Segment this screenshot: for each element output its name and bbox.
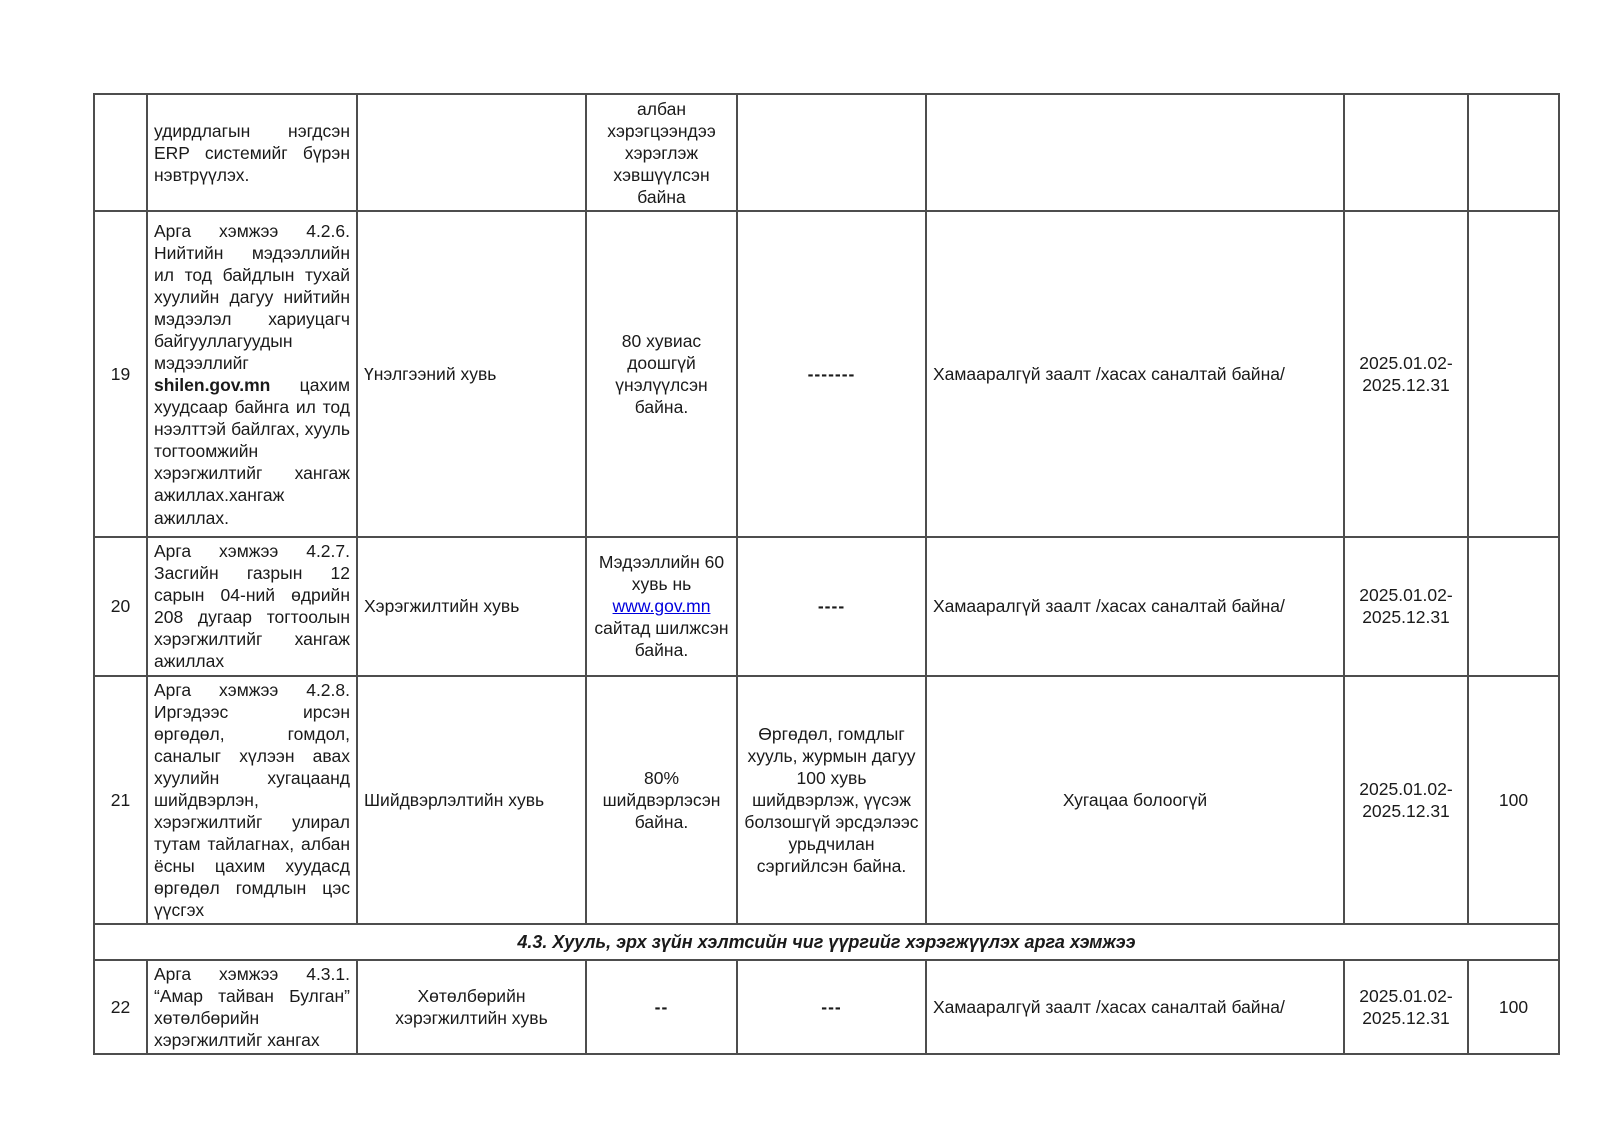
carryover-indicator-cell xyxy=(357,94,586,211)
row-19-activity-text: Арга хэмжээ 4.2.6. Нийтийн мэдээллийн ил тод байдлын тухай хуулийн дагуу нийтийн мэдээлэл хариуцагч байгууллагуудын мэдээллийг xyxy=(154,220,350,374)
row-21-indicator-cell: Шийдвэрлэлтийн хувь xyxy=(357,676,586,925)
section-header-text: 4.3. Хууль, эрх зүйн хэлтсийн чиг үүргийг хэрэгжүүлэх арга хэмжээ xyxy=(94,924,1559,960)
row-20-activity-cell: Арга хэмжээ 4.2.7. Засгийн газрын 12 сарын 04-ний өдрийн 208 дугаар тогтоолын хэрэгжилтийг хангаж ажиллах xyxy=(147,537,357,675)
row-19-activity-text-cont: цахим хуудсаар байнга ил тод нээлттэй байлгах, хууль тогтоомжийн хэрэгжилтийг хангаж ажиллах.хангаж ажиллах. xyxy=(154,375,350,528)
row-19-period-cell: 2025.01.02-2025.12.31 xyxy=(1344,211,1468,537)
row-22-target-cell: -- xyxy=(586,960,737,1054)
row-22-result-cell: --- xyxy=(737,960,926,1054)
row-20-target-text-cont: сайтад шилжсэн байна. xyxy=(594,618,729,661)
table-row-22 xyxy=(94,960,1559,1054)
row-21-period-cell: 2025.01.02-2025.12.31 xyxy=(1344,676,1468,925)
row-19-statement-cell: Хамааралгүй заалт /хасах саналтай байна/ xyxy=(926,211,1344,537)
row-22-score-cell: 100 xyxy=(1468,960,1559,1054)
carryover-no-cell xyxy=(94,94,147,211)
carryover-period-cell xyxy=(1344,94,1468,211)
row-20-target-text: Мэдээллийн 60 хувь нь xyxy=(598,552,725,595)
row-20-target-cell xyxy=(586,537,737,675)
table-row-19 xyxy=(94,211,1559,537)
row-21-result-cell: Өргөдөл, гомдлыг хууль, журмын дагуу 100 хувь шийдвэрлэж, үүсэж болзошгүй эрсдэлээс урьдчилан сэргийлсэн байна. xyxy=(737,676,926,925)
row-20-statement-cell: Хамааралгүй заалт /хасах саналтай байна/ xyxy=(926,537,1344,675)
row-22-number: 22 xyxy=(94,960,147,1054)
row-22-indicator-cell: Хөтөлбөрийн хэрэгжилтийн хувь xyxy=(357,960,586,1054)
row-20-indicator-cell: Хэрэгжилтийн хувь xyxy=(357,537,586,675)
carryover-statement-cell xyxy=(926,94,1344,211)
row-19-indicator-cell: Үнэлгээний хувь xyxy=(357,211,586,537)
carryover-result-cell xyxy=(737,94,926,211)
table-row-20 xyxy=(94,537,1559,675)
carryover-row xyxy=(94,94,1559,211)
row-20-result-cell: ---- xyxy=(737,537,926,675)
row-20-number: 20 xyxy=(94,537,147,675)
section-header-row xyxy=(94,924,1559,960)
row-22-activity-cell: Арга хэмжээ 4.3.1. “Амар тайван Булган” хөтөлбөрийн хэрэгжилтийг хангах xyxy=(147,960,357,1054)
row-21-target-cell: 80% шийдвэрлэсэн байна. xyxy=(586,676,737,925)
row-19-activity-site-name: shilen.gov.mn xyxy=(154,375,271,396)
row-21-score-cell: 100 xyxy=(1468,676,1559,925)
row-20-score-cell xyxy=(1468,537,1559,675)
row-21-number: 21 xyxy=(94,676,147,925)
row-20-period-cell: 2025.01.02-2025.12.31 xyxy=(1344,537,1468,675)
table-row-21 xyxy=(94,676,1559,925)
report-table xyxy=(93,93,1560,1055)
carryover-score-cell xyxy=(1468,94,1559,211)
row-19-number: 19 xyxy=(94,211,147,537)
row-22-period-cell: 2025.01.02-2025.12.31 xyxy=(1344,960,1468,1054)
row-19-result-cell: ------- xyxy=(737,211,926,537)
row-19-score-cell xyxy=(1468,211,1559,537)
gov-mn-link[interactable]: www.gov.mn xyxy=(612,596,711,617)
row-21-activity-cell: Арга хэмжээ 4.2.8. Иргэдээс ирсэн өргөдөл, гомдол, саналыг хүлээн авах хуулийн хугацаанд шийдвэрлэн, хэрэгжилтийг улирал тутам тайлагнах, албан ёсны цахим хуудасд өргөдөл гомдлын цэс үүсгэх xyxy=(147,676,357,925)
carryover-target-cell: албан хэрэгцээндээ хэрэглэж хэвшүүлсэн байна xyxy=(586,94,737,211)
row-19-activity-cell xyxy=(147,211,357,537)
row-21-statement-cell: Хугацаа болоогүй xyxy=(926,676,1344,925)
row-19-target-cell: 80 хувиас доошгүй үнэлүүлсэн байна. xyxy=(586,211,737,537)
carryover-activity-cell: удирдлагын нэгдсэн ERP системийг бүрэн нэвтрүүлэх. xyxy=(147,94,357,211)
row-22-statement-cell: Хамааралгүй заалт /хасах саналтай байна/ xyxy=(926,960,1344,1054)
